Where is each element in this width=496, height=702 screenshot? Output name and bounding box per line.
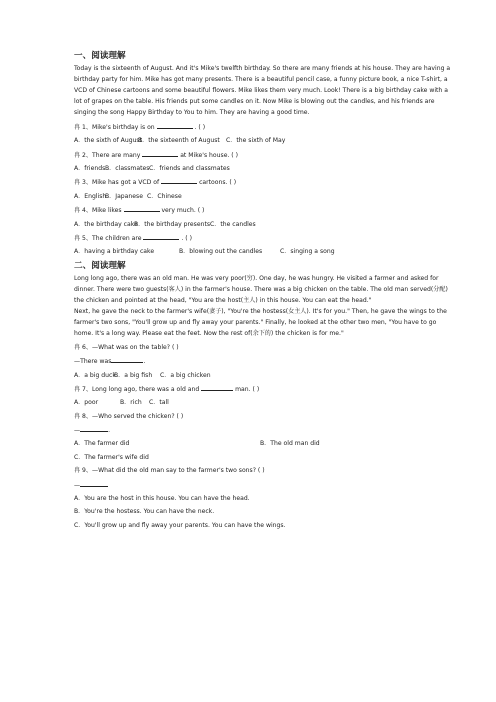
section1-title: 一、阅读理解 [74, 51, 126, 61]
option-b[interactable]: B．the birthday presents [134, 220, 211, 228]
question-1 [74, 121, 454, 133]
question-7-stem-end: man. ( ) [235, 385, 260, 393]
option-c[interactable]: C．friends and classmates [149, 164, 230, 172]
question-1-stem-end: . ( ) [194, 123, 206, 131]
question-1-stem: 冉 1、Mike's birthday is on [74, 123, 155, 131]
question-3 [74, 176, 454, 188]
question-9-option-b[interactable]: B．You're the hostess. You can have the neck. [74, 508, 215, 516]
document-page [74, 50, 454, 531]
question-9-response-text: — [74, 481, 81, 489]
option-a[interactable]: A．having a birthday cake [74, 248, 155, 256]
question-7-options [74, 397, 454, 408]
question-6-options [74, 370, 454, 381]
question-7 [74, 383, 454, 395]
section2-paragraph-2: Next, he gave the neck to the farmer's wife(妻子), "You're the hostess(女主人). It's for you." Then, he gave the wings to the farmer's two sons, "You'll grow up and fly away your parents." Finally, he looked at the other two men, "You have to go home. It's a long way. Please eat the feet. Now the rest of(余下的) the chicken is for me." [74, 308, 447, 338]
question-3-options [74, 191, 454, 202]
question-6-response-end: . [143, 358, 146, 366]
question-4-stem-end: very much. ( ) [161, 207, 205, 215]
question-8-response-end: . [108, 427, 111, 435]
answer-blank [143, 232, 179, 240]
question-9-option-c[interactable]: C．You'll grow up and fly away your parents. You can have the wings. [74, 521, 286, 529]
option-c[interactable]: C．a big chicken [160, 371, 211, 379]
question-9-response [74, 479, 454, 491]
question-8-response [74, 424, 454, 436]
answer-blank [201, 383, 233, 391]
question-8: 冉 8、—Who served the chicken? ( ) [74, 412, 184, 420]
option-c[interactable]: C．The farmer's wife did [74, 453, 149, 461]
question-6-response-text: —There was [74, 358, 112, 366]
question-3-stem-end: cartoons. ( ) [199, 179, 237, 187]
question-1-options [74, 135, 454, 146]
option-c[interactable]: C．Chinese [147, 192, 182, 200]
answer-blank [157, 121, 193, 129]
section2-title: 二、阅读理解 [74, 260, 126, 271]
question-4-options [74, 219, 454, 230]
question-8-options-2 [74, 452, 454, 463]
question-8-response-text: — [74, 427, 81, 435]
question-2-options [74, 163, 454, 174]
option-a[interactable]: A．poor [74, 399, 99, 407]
question-8-options [74, 438, 454, 449]
question-5-stem: 冉 5、The children are [74, 234, 142, 242]
option-a[interactable]: A．friends [74, 164, 106, 172]
question-7-stem: 冉 7、Long long ago, there was a old and [74, 385, 200, 393]
option-b[interactable]: B．rich [120, 399, 142, 407]
option-a[interactable]: A．the birthday cake [74, 220, 138, 228]
question-4-stem: 冉 4、Mike likes [74, 207, 122, 215]
option-b[interactable]: B．blowing out the candles [179, 248, 263, 256]
option-c[interactable]: C．tall [149, 399, 169, 407]
option-b[interactable]: B．a big fish [114, 371, 153, 379]
answer-blank [142, 149, 178, 157]
answer-blank [161, 176, 197, 184]
question-6-response [74, 355, 454, 367]
question-2-stem-end: at Mike's house. ( ) [180, 151, 239, 159]
section2-paragraph-1: Long long ago, there was an old man. He was very poor(穷). One day, he was hungry. He visited a farmer and asked for dinner. There were two guests(客人) in the farmer's house. There was a big chicken on the table. The old man served(分配) the chicken and pointed at the head, "You are the host(主人) in this house. You can eat the head." [74, 274, 448, 305]
option-a[interactable]: A．a big duck [74, 371, 116, 379]
answer-blank [124, 204, 160, 212]
option-c[interactable]: C．the candles [210, 220, 256, 228]
question-5-options [74, 246, 454, 257]
option-b[interactable]: B．The old man did [260, 440, 320, 448]
question-2 [74, 149, 454, 161]
question-5-stem-end: . ( ) [181, 234, 192, 242]
answer-blank [111, 355, 146, 366]
question-6: 冉 6、—What was on the table? ( ) [74, 343, 179, 351]
option-c[interactable]: C．singing a song [280, 248, 335, 256]
question-5 [74, 232, 454, 244]
option-a[interactable]: A．the sixth of August [74, 137, 142, 145]
option-b[interactable]: B．classmates [105, 164, 150, 172]
question-9: 冉 9、—What did the old man say to the farmer's two sons? ( ) [74, 467, 265, 475]
question-3-stem: 冉 3、Mike has got a VCD of [74, 179, 160, 187]
question-4 [74, 204, 454, 216]
section1-passage: Today is the sixteenth of August. And it's Mike's twelfth birthday. So there are many friends at his house. They are having a birthday party for him. Mike has got many presents. There is a beautiful pencil case, a funny picture book, a nice T-shirt, a VCD of Chinese cartoons and some beautiful flowers. Mike likes them very much. Look! There is a big birthday cake with a lot of grapes on the table. His friends put some candles on it. Now Mike is blowing out the candles, and his friends are singing the song Happy Birthday to You to him. They are having a good time. [74, 65, 451, 117]
answer-blank [80, 424, 111, 435]
option-b[interactable]: B．Japanese [105, 192, 143, 200]
question-9-option-a[interactable]: A．You are the host in this house. You can have the head. [74, 495, 250, 503]
answer-blank [80, 479, 108, 487]
option-b[interactable]: B．the sixteenth of August [138, 137, 220, 145]
option-a[interactable]: A．English [74, 192, 107, 200]
option-c[interactable]: C．the sixth of May [226, 137, 286, 145]
question-2-stem: 冉 2、There are many [74, 151, 141, 159]
option-a[interactable]: A．The farmer did [74, 440, 130, 448]
